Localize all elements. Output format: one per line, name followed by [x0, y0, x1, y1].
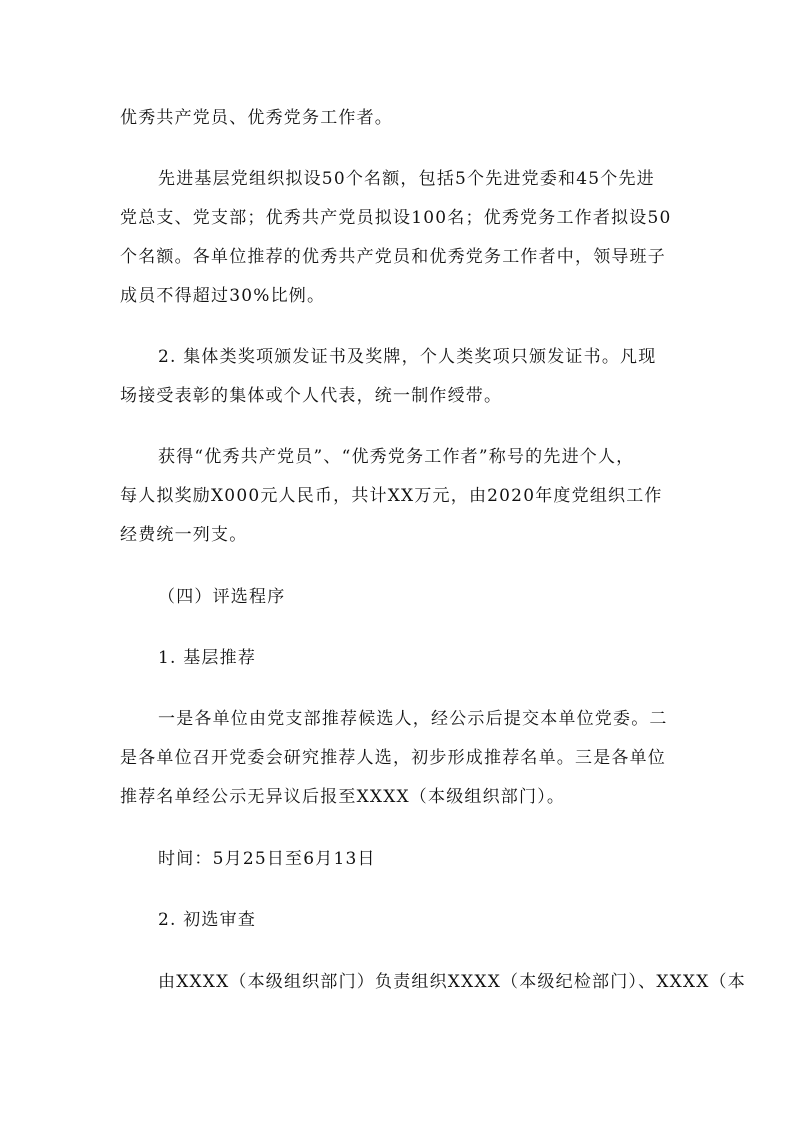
paragraph-line: 场接受表彰的集体或个人代表，统一制作绶带。	[120, 386, 503, 406]
paragraph-line: 每人拟奖励X000元人民币，共计XX万元，由2020年度党组织工作	[120, 486, 663, 506]
paragraph-line: 一是各单位由党支部推荐候选人，经公示后提交本单位党委。二	[158, 709, 668, 729]
paragraph-line: 优秀共产党员、优秀党务工作者。	[120, 108, 393, 128]
paragraph-line: 党总支、党支部；优秀共产党员拟设100名；优秀党务工作者拟设50	[120, 208, 672, 228]
subsection-heading: 2. 初选审查	[158, 910, 257, 930]
paragraph-line: 获得“优秀共产党员”、“优秀党务工作者”称号的先进个人，	[158, 447, 635, 467]
paragraph-line: 2. 集体类奖项颁发证书及奖牌，个人类奖项只颁发证书。凡现	[158, 347, 657, 367]
section-heading: （四）评选程序	[158, 587, 286, 607]
paragraph-line: 时间：5月25日至6月13日	[158, 849, 376, 869]
paragraph-line: 由XXXX（本级组织部门）负责组织XXXX（本级纪检部门）、XXXX（本	[158, 972, 746, 992]
paragraph-line: 是各单位召开党委会研究推荐人选，初步形成推荐名单。三是各单位	[120, 748, 666, 768]
paragraph-line: 个名额。各单位推荐的优秀共产党员和优秀党务工作者中，领导班子	[120, 247, 666, 267]
paragraph-line: 先进基层党组织拟设50个名额，包括5个先进党委和45个先进	[158, 169, 655, 189]
subsection-heading: 1. 基层推荐	[158, 648, 257, 668]
paragraph-line: 经费统一列支。	[120, 525, 248, 545]
paragraph-line: 成员不得超过30%比例。	[120, 286, 326, 306]
paragraph-line: 推荐名单经公示无异议后报至XXXX（本级组织部门）。	[120, 787, 566, 807]
